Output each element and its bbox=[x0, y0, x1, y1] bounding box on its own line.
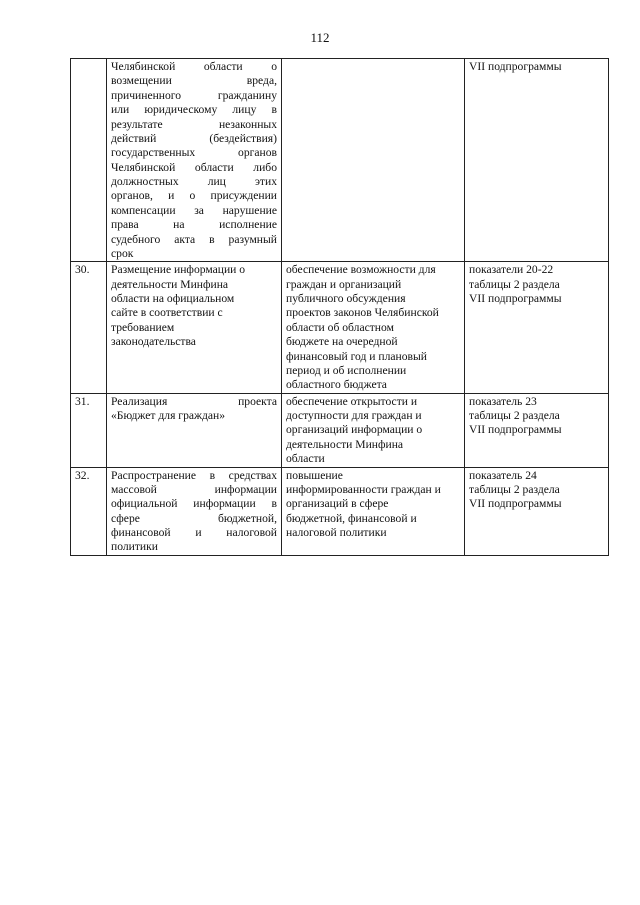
page-number: 112 bbox=[310, 30, 330, 45]
text-line: компенсации за нарушение bbox=[111, 203, 277, 217]
result-cell bbox=[282, 59, 465, 262]
text-line: повышение bbox=[286, 468, 343, 482]
text-line: граждан и организаций bbox=[286, 277, 402, 291]
result-cell bbox=[282, 262, 465, 393]
text-line: обеспечение возможности для bbox=[286, 263, 436, 277]
text-line: Челябинской области о bbox=[111, 60, 277, 73]
row-number-cell: 31. bbox=[71, 393, 107, 467]
text-line: доступности для граждан и bbox=[286, 409, 422, 422]
text-line: действий (бездействия) bbox=[111, 131, 277, 145]
text-line: деятельности Минфина bbox=[111, 277, 229, 291]
text-line: государственных органов bbox=[111, 146, 277, 160]
row-number-cell: 32. bbox=[71, 467, 107, 555]
text-line: период и об исполнении bbox=[286, 363, 407, 377]
measure-name-cell bbox=[107, 393, 282, 467]
result-cell bbox=[282, 467, 465, 555]
text-line: или юридическому лицу в bbox=[111, 103, 277, 117]
text-line: деятельности Минфина bbox=[286, 437, 404, 451]
text-line: VII подпрограммы bbox=[469, 497, 562, 511]
row-number-cell: 30. bbox=[71, 262, 107, 393]
indicator-cell bbox=[465, 393, 609, 467]
text-line: финансовой и налоговой bbox=[111, 526, 277, 539]
text-line: публичного обсуждения bbox=[286, 292, 406, 305]
text-line: результате незаконных bbox=[111, 117, 277, 131]
text-line: области на официальном bbox=[111, 292, 235, 305]
indicator-cell bbox=[465, 467, 609, 555]
text-line: показатели 20-22 bbox=[469, 263, 554, 277]
text-line: законодательства bbox=[111, 335, 196, 349]
text-line: областного бюджета bbox=[286, 378, 387, 392]
text-line: требованием bbox=[111, 320, 175, 334]
text-line: VII подпрограммы bbox=[469, 292, 562, 305]
table-row bbox=[71, 262, 609, 393]
text-line: политики bbox=[111, 540, 158, 554]
table-row bbox=[71, 393, 609, 467]
indicator-cell bbox=[465, 59, 609, 262]
text-line: Реализация проекта bbox=[111, 394, 277, 408]
text-line: показатель 23 bbox=[469, 394, 537, 408]
text-line: права на исполнение bbox=[111, 218, 277, 232]
text-line: обеспечение открытости и bbox=[286, 394, 418, 408]
text-line: организаций информации о bbox=[286, 423, 423, 437]
text-line: должностных лиц этих bbox=[111, 175, 277, 188]
indicator-cell bbox=[465, 262, 609, 393]
text-line: причиненного гражданину bbox=[111, 88, 277, 102]
text-line: таблицы 2 раздела bbox=[469, 409, 560, 422]
text-line: массовой информации bbox=[111, 482, 277, 496]
table-row bbox=[71, 59, 609, 262]
text-line: сфере бюджетной, bbox=[111, 511, 277, 525]
text-line: таблицы 2 раздела bbox=[469, 482, 560, 496]
text-line: «Бюджет для граждан» bbox=[111, 409, 226, 422]
text-line: бюджетной, финансовой и bbox=[286, 511, 417, 525]
program-table bbox=[70, 58, 609, 556]
text-line: организаций в сфере bbox=[286, 497, 389, 511]
text-line: финансовый год и плановый bbox=[286, 349, 428, 363]
text-line: судебного акта в разумный bbox=[111, 232, 277, 246]
text-line: Размещение информации о bbox=[111, 263, 246, 277]
result-cell bbox=[282, 393, 465, 467]
text-line: области bbox=[286, 452, 325, 466]
row-number-cell bbox=[71, 59, 107, 262]
measure-name-cell bbox=[107, 262, 282, 393]
measure-name-cell bbox=[107, 59, 282, 262]
text-line: официальной информации в bbox=[111, 497, 277, 511]
text-line: бюджете на очередной bbox=[286, 335, 398, 349]
text-line: информированности граждан и bbox=[286, 482, 441, 496]
text-line: области об областном bbox=[286, 320, 394, 334]
text-line: VII подпрограммы bbox=[469, 60, 562, 73]
measure-name-cell bbox=[107, 467, 282, 555]
text-line: органов, и о присуждении bbox=[111, 189, 277, 203]
text-line: срок bbox=[111, 246, 134, 260]
text-line: VII подпрограммы bbox=[469, 423, 562, 437]
text-line: показатель 24 bbox=[469, 468, 537, 482]
text-line: таблицы 2 раздела bbox=[469, 277, 560, 291]
table-row bbox=[71, 467, 609, 555]
text-line: налоговой политики bbox=[286, 526, 387, 539]
text-line: проектов законов Челябинской bbox=[286, 306, 439, 320]
text-line: возмещении вреда, bbox=[111, 74, 277, 88]
text-line: сайте в соответствии с bbox=[111, 306, 223, 320]
text-line: Распространение в средствах bbox=[111, 468, 277, 482]
text-line: Челябинской области либо bbox=[111, 160, 277, 174]
